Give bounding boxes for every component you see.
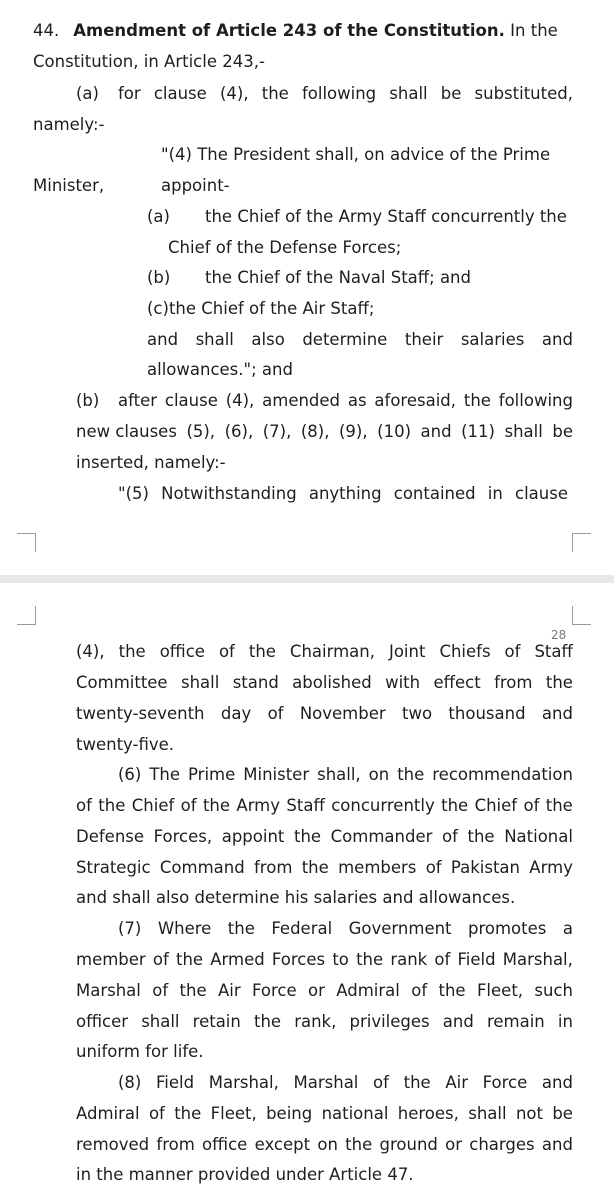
- word: ground: [379, 1135, 438, 1154]
- word: "(5): [118, 484, 149, 503]
- word: the: [441, 796, 469, 815]
- word: the: [98, 796, 126, 815]
- word: members: [338, 858, 417, 877]
- word: such: [534, 981, 573, 1000]
- word: in: [557, 1012, 573, 1031]
- word: member: [76, 950, 146, 969]
- word: and: [541, 704, 573, 723]
- word: of: [434, 950, 451, 969]
- word: and: [442, 1012, 474, 1031]
- word: the: [202, 796, 231, 815]
- clause-5-line1: [118, 484, 568, 504]
- word: rank: [390, 950, 428, 969]
- word: Strategic: [76, 858, 151, 877]
- word: clause: [164, 391, 218, 410]
- word: Marshal,: [208, 1073, 279, 1092]
- word: of: [152, 950, 169, 969]
- word: officer: [76, 1012, 129, 1031]
- word: stand: [232, 673, 279, 692]
- word: Fleet,: [210, 1104, 257, 1123]
- word: (7): [118, 919, 142, 938]
- clause-8-line2: [76, 1104, 573, 1124]
- word: of: [152, 981, 169, 1000]
- word: be: [440, 84, 462, 103]
- word: (11): [461, 422, 495, 441]
- word: the: [175, 950, 204, 969]
- item-a-label: (a): [147, 207, 170, 226]
- clause-5-line2: [76, 642, 573, 662]
- word: (6),: [224, 422, 254, 441]
- clause-a-label: (a): [76, 84, 99, 103]
- word: anything: [308, 484, 382, 503]
- word: Marshal: [76, 981, 141, 1000]
- clause-b-line3: inserted, namely:-: [76, 453, 226, 472]
- word: Air: [445, 1073, 468, 1092]
- clause-a-line: [118, 84, 573, 104]
- word: from: [494, 673, 533, 692]
- word: shall: [504, 422, 543, 441]
- clause-a-cont: namely:-: [33, 115, 105, 134]
- word: the: [463, 391, 491, 410]
- clause-6-line2: [76, 796, 573, 816]
- clause-7-line4: [76, 1012, 573, 1032]
- word: from: [254, 858, 293, 877]
- word: Forces: [271, 950, 326, 969]
- item-c-label: (c): [147, 299, 169, 318]
- word: Federal: [271, 919, 333, 938]
- word: their: [404, 330, 444, 349]
- clause-6-line4: [76, 858, 573, 878]
- word: the: [467, 827, 495, 846]
- word: Defense: [76, 827, 145, 846]
- word: as: [347, 391, 367, 410]
- word: shall: [468, 1104, 507, 1123]
- clause-8-line3: [76, 1135, 573, 1155]
- word: Notwithstanding: [161, 484, 297, 503]
- word: also: [251, 330, 285, 349]
- item-a-text: the Chief of the Army Staff concurrently the: [205, 207, 567, 226]
- word: aforesaid,: [374, 391, 457, 410]
- page-corner-mark: [572, 606, 591, 625]
- page-corner-mark: [572, 533, 591, 552]
- word: Fleet,: [476, 981, 524, 1000]
- word: new clauses: [76, 422, 177, 441]
- word: Force: [482, 1073, 528, 1092]
- word: the: [179, 981, 207, 1000]
- word: shall: [195, 330, 234, 349]
- clause-5-line4: [76, 704, 573, 724]
- word: the: [248, 642, 276, 661]
- word: charges: [469, 1135, 535, 1154]
- clause-6-line5: and shall also determine his salaries and allowances.: [76, 888, 516, 907]
- allowances-line: allowances."; and: [147, 360, 293, 379]
- word: Marshal: [293, 1073, 359, 1092]
- word: The: [149, 765, 181, 784]
- word: or: [308, 981, 325, 1000]
- word: Marshal,: [502, 950, 573, 969]
- word: determine: [302, 330, 388, 349]
- clause-7-line1: [118, 919, 573, 939]
- word: Command: [159, 858, 245, 877]
- item-c-text: the Chief of the Air Staff;: [168, 299, 375, 318]
- word: Where: [157, 919, 212, 938]
- clause-4-minister: Minister,: [33, 176, 105, 195]
- word: twenty-seventh: [76, 704, 205, 723]
- word: Field: [156, 1073, 195, 1092]
- clause-b-line1: [118, 391, 573, 411]
- word: of: [411, 981, 428, 1000]
- word: and: [420, 422, 452, 441]
- word: of: [425, 858, 442, 877]
- clause-8-line1: [118, 1073, 573, 1093]
- word: shall,: [317, 765, 361, 784]
- word: substituted,: [474, 84, 573, 103]
- page-separator: [0, 575, 614, 583]
- word: thousand: [448, 704, 526, 723]
- word: the: [356, 950, 384, 969]
- page-number: 28: [551, 628, 567, 642]
- word: from: [156, 1135, 195, 1154]
- word: Armed: [210, 950, 265, 969]
- word: for: [118, 84, 141, 103]
- word: heroes,: [397, 1104, 459, 1123]
- clause-7-line3: [76, 981, 573, 1001]
- word: (4),: [219, 84, 249, 103]
- word: November: [299, 704, 386, 723]
- word: (5),: [186, 422, 216, 441]
- word: abolished: [292, 673, 372, 692]
- word: privileges: [349, 1012, 430, 1031]
- item-b-label: (b): [147, 268, 171, 287]
- word: and: [147, 330, 179, 349]
- word: Commander: [330, 827, 433, 846]
- item-c: [147, 299, 374, 319]
- item-b-text: the Chief of the Naval Staff; and: [205, 268, 471, 287]
- word: Minister: [243, 765, 310, 784]
- word: be: [552, 422, 573, 441]
- word: the: [227, 919, 255, 938]
- word: Pakistan: [450, 858, 520, 877]
- word: national: [321, 1104, 389, 1123]
- word: being: [266, 1104, 313, 1123]
- word: promotes: [467, 919, 547, 938]
- word: Force: [251, 981, 297, 1000]
- page-corner-mark: [17, 606, 36, 625]
- word: the: [253, 1012, 282, 1031]
- word: the: [397, 765, 425, 784]
- word: after: [118, 391, 158, 410]
- word: salaries: [460, 330, 525, 349]
- word: of: [442, 827, 458, 846]
- section-intro-cont: Constitution, in Article 243,-: [33, 52, 265, 71]
- word: of: [76, 796, 92, 815]
- word: office: [159, 642, 205, 661]
- page-corner-mark: [17, 533, 36, 552]
- word: or: [445, 1135, 463, 1154]
- word: the: [261, 84, 289, 103]
- word: and: [541, 1073, 573, 1092]
- word: Chief: [131, 796, 175, 815]
- word: except: [254, 1135, 311, 1154]
- word: following: [498, 391, 573, 410]
- word: (10): [377, 422, 412, 441]
- word: in: [487, 484, 503, 503]
- word: be: [552, 1104, 573, 1123]
- word: of: [267, 704, 284, 723]
- word: two: [402, 704, 433, 723]
- clause-7-line5: uniform for life.: [76, 1042, 204, 1061]
- word: Forces,: [153, 827, 213, 846]
- clause-4-line1: "(4) The President shall, on advice of the Prime: [161, 145, 551, 164]
- word: Chief: [474, 796, 518, 815]
- word: the: [545, 796, 573, 815]
- word: and: [541, 1135, 573, 1154]
- clause-7-line2: [76, 950, 573, 970]
- word: the: [345, 1135, 373, 1154]
- word: not: [515, 1104, 543, 1123]
- word: day: [220, 704, 252, 723]
- word: (4),: [76, 642, 105, 661]
- word: National: [504, 827, 573, 846]
- word: on: [368, 765, 390, 784]
- clause-8-line4: in the manner provided under Article 47.: [76, 1165, 414, 1184]
- word: the: [545, 673, 573, 692]
- word: (9),: [339, 422, 368, 441]
- clause-5-line5: twenty-five.: [76, 735, 175, 754]
- clause-5-line3: [76, 673, 573, 693]
- word: (8),: [300, 422, 330, 441]
- word: of: [180, 796, 197, 815]
- word: the: [174, 1104, 202, 1123]
- word: (6): [118, 765, 142, 784]
- word: and: [541, 330, 573, 349]
- word: appoint: [221, 827, 285, 846]
- word: of: [373, 1073, 389, 1092]
- word: (8): [118, 1073, 142, 1092]
- word: rank,: [294, 1012, 337, 1031]
- word: Prime: [188, 765, 236, 784]
- word: following: [301, 84, 377, 103]
- salaries-line: [147, 330, 573, 350]
- word: Field: [457, 950, 496, 969]
- word: clause: [153, 84, 207, 103]
- word: of: [523, 796, 540, 815]
- word: Air: [217, 981, 241, 1000]
- word: recommendation: [432, 765, 573, 784]
- section-number: 44.: [33, 21, 60, 40]
- word: Chiefs: [439, 642, 491, 661]
- word: retain: [192, 1012, 241, 1031]
- word: Committee: [76, 673, 168, 692]
- word: the: [301, 858, 329, 877]
- word: clause: [515, 484, 568, 503]
- word: a: [562, 919, 573, 938]
- section-heading: [33, 21, 558, 41]
- word: Admiral: [336, 981, 400, 1000]
- word: the: [118, 642, 146, 661]
- word: of: [504, 642, 521, 661]
- clause-6-line1: [118, 765, 573, 785]
- word: of: [218, 642, 235, 661]
- word: Joint: [388, 642, 426, 661]
- word: the: [403, 1073, 431, 1092]
- word: office: [202, 1135, 248, 1154]
- word: effect: [433, 673, 481, 692]
- item-a-cont: Chief of the Defense Forces;: [168, 238, 402, 257]
- word: contained: [393, 484, 476, 503]
- word: Army: [529, 858, 573, 877]
- word: Admiral: [76, 1104, 140, 1123]
- word: the: [438, 981, 466, 1000]
- word: removed: [76, 1135, 150, 1154]
- clause-b-label: (b): [76, 391, 100, 410]
- word: of: [148, 1104, 165, 1123]
- word: shall: [141, 1012, 180, 1031]
- clause-b-line2: [76, 422, 573, 442]
- word: remain: [486, 1012, 545, 1031]
- word: to: [332, 950, 349, 969]
- word: Staff: [534, 642, 573, 661]
- word: (7),: [262, 422, 292, 441]
- word: Chairman,: [289, 642, 375, 661]
- clause-4-appoint: appoint-: [161, 176, 230, 195]
- clause-6-line3: [76, 827, 573, 847]
- word: Army: [236, 796, 281, 815]
- word: with: [385, 673, 421, 692]
- word: Staff: [286, 796, 325, 815]
- word: the: [293, 827, 322, 846]
- word: on: [317, 1135, 338, 1154]
- section-intro: In the: [510, 21, 558, 40]
- word: shall: [180, 673, 220, 692]
- word: concurrently: [331, 796, 435, 815]
- word: shall: [389, 84, 428, 103]
- section-title: Amendment of Article 243 of the Constitution.: [73, 21, 505, 40]
- word: Government: [348, 919, 452, 938]
- word: (4),: [225, 391, 255, 410]
- word: amended: [262, 391, 341, 410]
